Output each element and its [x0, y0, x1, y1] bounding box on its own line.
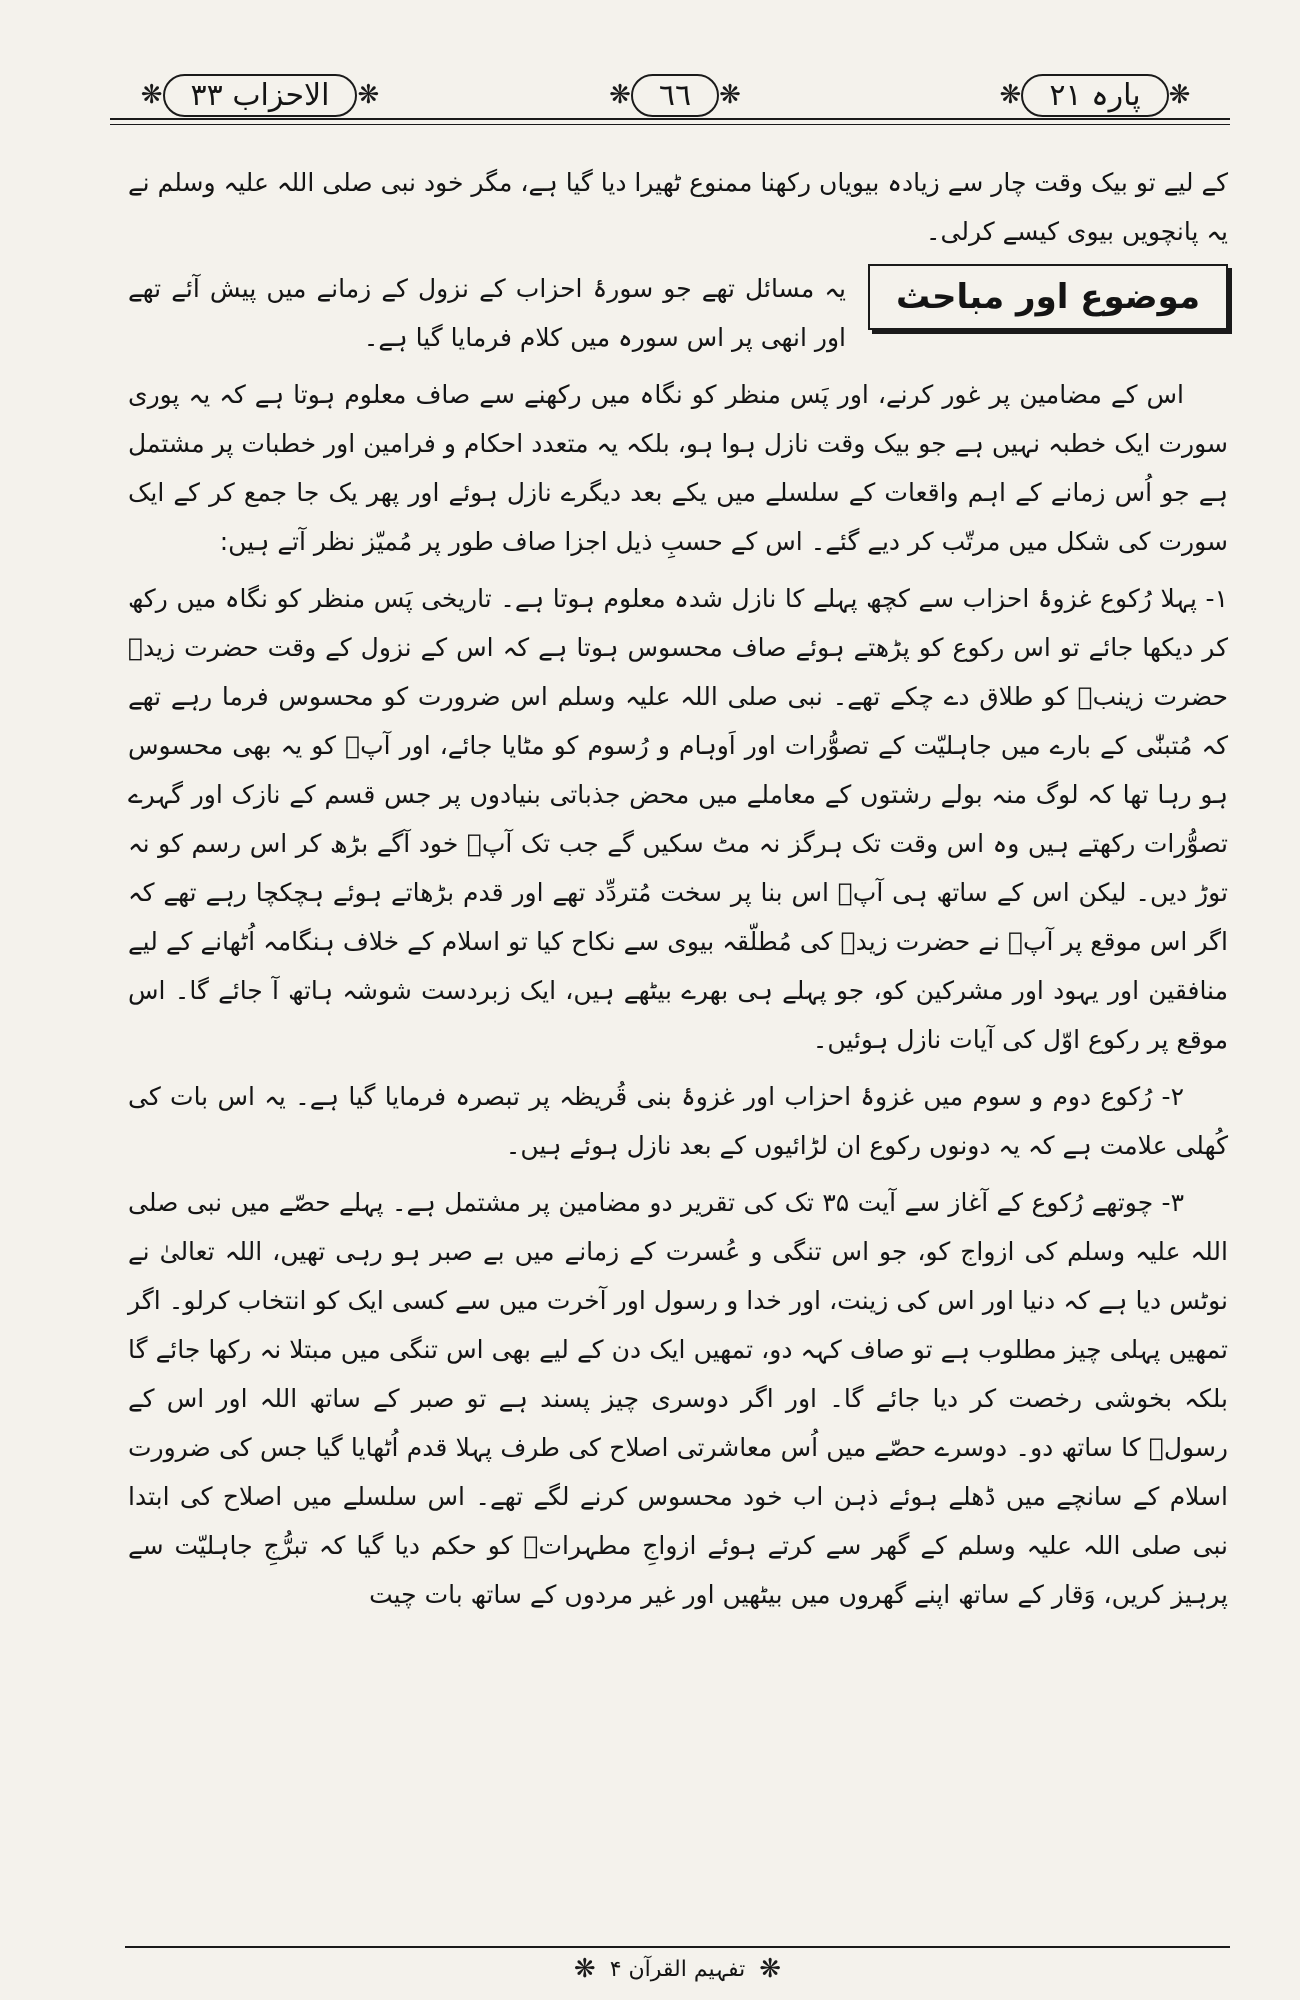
page-footer [125, 1946, 1230, 1996]
header-rule [110, 118, 1230, 120]
ornament-icon: ❋ [719, 80, 741, 110]
paragraph: ۲- رُکوع دوم و سوم میں غزوۂ احزاب اور غزوۂ بنی قُریظہ پر تبصرہ فرمایا گیا ہے۔ یہ اس بات کی کُھلی علامت ہے کہ یہ دونوں رکوع ان لڑائیوں کے بعد نازل ہوئے ہیں۔ [128, 1082, 1228, 1160]
ornament-icon: ❋ [759, 1954, 782, 1984]
page-number-cell [550, 74, 800, 116]
page-header [110, 68, 1230, 138]
body-text [128, 158, 1228, 1627]
paragraph: اس کے مضامین پر غور کرنے، اور پَس منظر کو نگاہ میں رکھنے سے صاف معلوم ہوتا ہے کہ یہ پوری سورت ایک خطبہ نہیں ہے جو بیک وقت نازل ہوا ہو، بلکہ یہ متعدد احکام و فرامین اور خطبات پر مشتمل ہے جو اُس زمانے کے اہم واقعات کے سلسلے میں یکے بعد دیگرے نازل ہوئے اور پھر یک جا جمع کر کے ایک سورت کی شکل میں مرتّب کر دیے گئے۔ اس کے حسبِ ذیل اجزا صاف طور پر مُمیّز نظر آتے ہیں: [128, 380, 1228, 556]
ornament-icon: ❋ [999, 80, 1022, 110]
section-row [128, 264, 1228, 362]
ornament-icon: ❋ [573, 1954, 596, 1984]
paragraph: یہ مسائل تھے جو سورۂ احزاب کے نزول کے زمانے میں پیش آئے تھے اور انھی پر اس سورہ میں کلام فرمایا گیا ہے۔ [128, 274, 846, 352]
page-number: ٦٦ [631, 74, 719, 117]
header-rule-thin [110, 124, 1230, 125]
ornament-icon: ❋ [140, 80, 163, 110]
para-ref-cell [970, 74, 1220, 116]
section-heading: موضوع اور مباحث [868, 264, 1228, 330]
footer-rule [125, 1946, 1230, 1948]
book-title: تفہیم القرآن ۴ [609, 1956, 746, 1982]
ornament-icon: ❋ [609, 80, 631, 110]
ornament-icon: ❋ [1168, 80, 1191, 110]
ornament-icon: ❋ [357, 80, 380, 110]
paragraph: ۱- پہلا رُکوع غزوۂ احزاب سے کچھ پہلے کا نازل شدہ معلوم ہوتا ہے۔ تاریخی پَس منظر کو نگاہ میں رکھ کر دیکھا جائے تو اس رکوع کو پڑھتے ہوئے صاف محسوس ہوتا ہے کہ اس کے نزول کے وقت حضرت زیدؓ حضرت زینبؓ کو طلاق دے چکے تھے۔ نبی صلی اللہ علیہ وسلم اس ضرورت کو محسوس فرما رہے تھے کہ مُتبنّٰی کے بارے میں جاہلیّت کے تصوُّرات اور اَوہام و رُسوم کو مٹایا جائے، اور آپؐ کو یہ بھی محسوس ہو رہا تھا کہ لوگ منہ بولے رشتوں کے معاملے میں محض جذباتی بنیادوں پر جس قسم کے نازک اور گہرے تصوُّرات رکھتے ہیں وہ اس وقت تک ہرگز نہ مٹ سکیں گے جب تک آپؐ خود آگے بڑھ کر اس رسم کو نہ توڑ دیں۔ لیکن اس کے ساتھ ہی آپؐ اس بنا پر سخت مُتردِّد تھے اور قدم بڑھاتے ہوئے ہچکچا رہے تھے کہ اگر اس موقع پر آپؐ نے حضرت زیدؓ کی مُطلّقہ بیوی سے نکاح کیا تو اسلام کے خلاف ہنگامہ اُٹھانے کے لیے منافقین اور یہود اور مشرکین کو، جو پہلے ہی بھرے بیٹھے ہیں، ایک زبردست شوشہ ہاتھ آ جائے گا۔ اس موقع پر رکوع اوّل کی آیات نازل ہوئیں۔ [128, 584, 1229, 1054]
surah-reference: الاحزاب ۳۳ [163, 74, 358, 117]
para-reference: پارہ ۲۱ [1021, 74, 1168, 117]
surah-ref-cell [120, 74, 400, 116]
paragraph: ۳- چوتھے رُکوع کے آغاز سے آیت ۳۵ تک کی تقریر دو مضامین پر مشتمل ہے۔ پہلے حصّے میں نبی صلی اللہ علیہ وسلم کی ازواج کو، جو اس تنگی و عُسرت کے زمانے میں بے صبر ہو رہی تھیں، اللہ تعالیٰ نے نوٹس دیا ہے کہ دنیا اور اس کی زینت، اور خدا و رسول اور آخرت میں سے کسی ایک کو انتخاب کرلو۔ اگر تمھیں پہلی چیز مطلوب ہے تو صاف کہہ دو، تمھیں ایک دن کے لیے بھی اس تنگی میں مبتلا نہ رکھا جائے گا بلکہ بخوشی رخصت کر دیا جائے گا۔ اور اگر دوسری چیز پسند ہے تو صبر کے ساتھ اللہ اور اس کے رسولؐ کا ساتھ دو۔ دوسرے حصّے میں اُس معاشرتی اصلاح کی طرف پہلا قدم اُٹھایا گیا جس کی ضرورت اسلام کے سانچے میں ڈھلے ہوئے ذہن اب خود محسوس کرنے لگے تھے۔ اس سلسلے میں اصلاح کی ابتدا نبی صلی اللہ علیہ وسلم کے گھر سے کرتے ہوئے ازواجِ مطہراتؓ کو حکم دیا گیا کہ تبرُّجِ جاہلیّت سے پرہیز کریں، وَقار کے ساتھ اپنے گھروں میں بیٹھیں اور غیر مردوں کے ساتھ بات چیت [128, 1188, 1228, 1609]
footer-caption [574, 1954, 781, 1984]
paragraph: کے لیے تو بیک وقت چار سے زیادہ بیویاں رکھنا ممنوع ٹھیرا دیا گیا ہے، مگر خود نبی صلی اللہ علیہ وسلم نے یہ پانچویں بیوی کیسے کرلی۔ [128, 168, 1228, 246]
